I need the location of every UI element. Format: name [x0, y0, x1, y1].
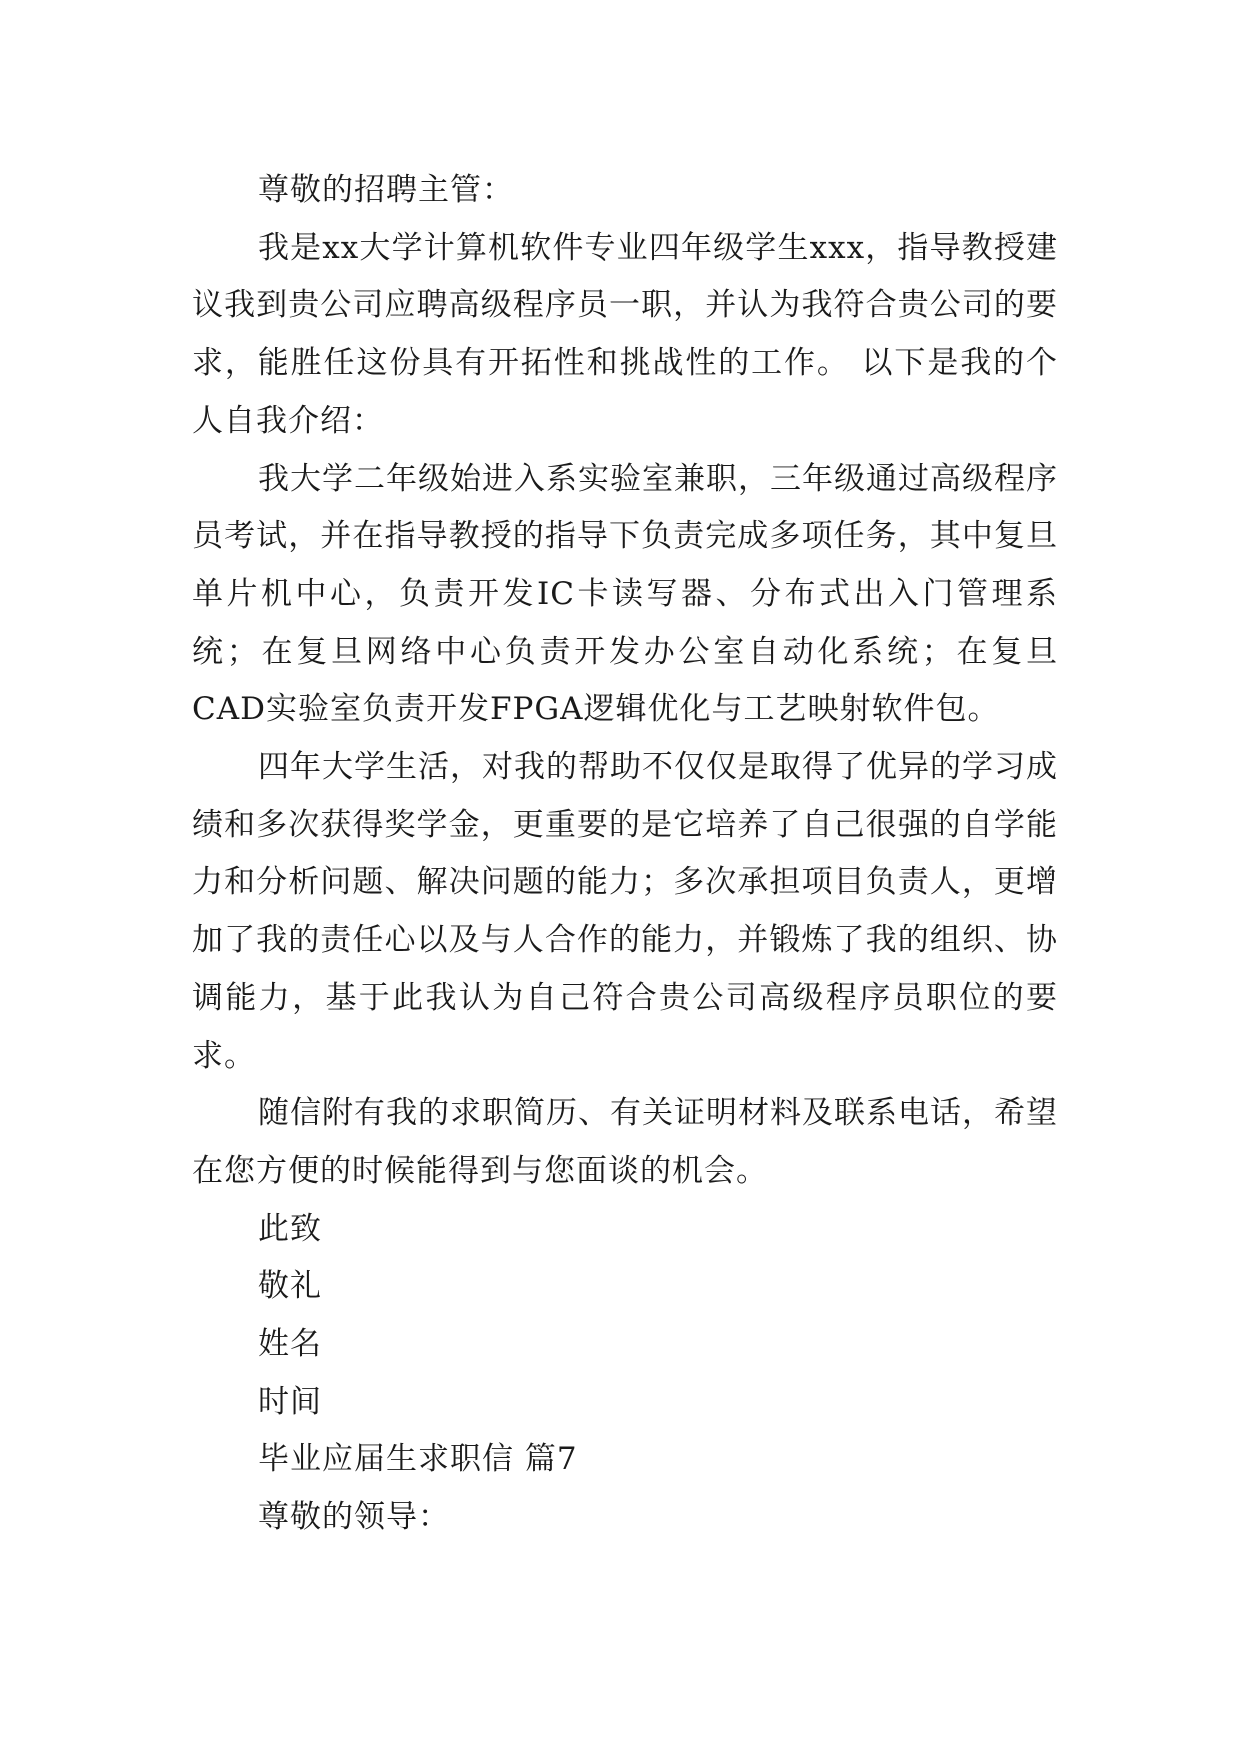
salutation: 尊敬的招聘主管： — [258, 172, 514, 208]
signature-name: 姓名 — [258, 1326, 322, 1363]
paragraph-intro: 我是xx大学计算机软件专业四年级学生xxx，指导教授建议我到贵公司应聘高级程序员一职，并认为我符合贵公司的要求，能胜任这份具有开拓性和挑战性的工作。 以下是我的个人自我介绍： — [192, 229, 1058, 439]
section-heading: 毕业应届生求职信 篇7 — [258, 1441, 578, 1478]
paragraph-university-life: 四年大学生活，对我的帮助不仅仅是取得了优异的学习成绩和多次获得奖学金，更重要的是它培养了自己很强的自学能力和分析问题、解决问题的能力；多次承担项目负责人，更增加了我的责任心以及与人合作的能力，并锻炼了我的组织、协调能力，基于此我认为自己符合贵公司高级程序员职位的要求。 — [192, 749, 1058, 1074]
closing-regards: 此致 — [258, 1210, 322, 1247]
next-salutation: 尊敬的领导： — [258, 1499, 450, 1536]
document-page — [192, 162, 1058, 1547]
closing-salute: 敬礼 — [258, 1268, 322, 1305]
paragraph-experience: 我大学二年级始进入系实验室兼职，三年级通过高级程序员考试，并在指导教授的指导下负责完成多项任务，其中复旦单片机中心，负责开发IC卡读写器、分布式出入门管理系统；在复旦网络中心负责开发办公室自动化系统；在复旦CAD实验室负责开发FPGA逻辑优化与工艺映射软件包。 — [192, 460, 1058, 728]
signature-date: 时间 — [258, 1383, 322, 1420]
paragraph-attachment: 随信附有我的求职简历、有关证明材料及联系电话，希望在您方便的时候能得到与您面谈的机会。 — [192, 1095, 1058, 1189]
